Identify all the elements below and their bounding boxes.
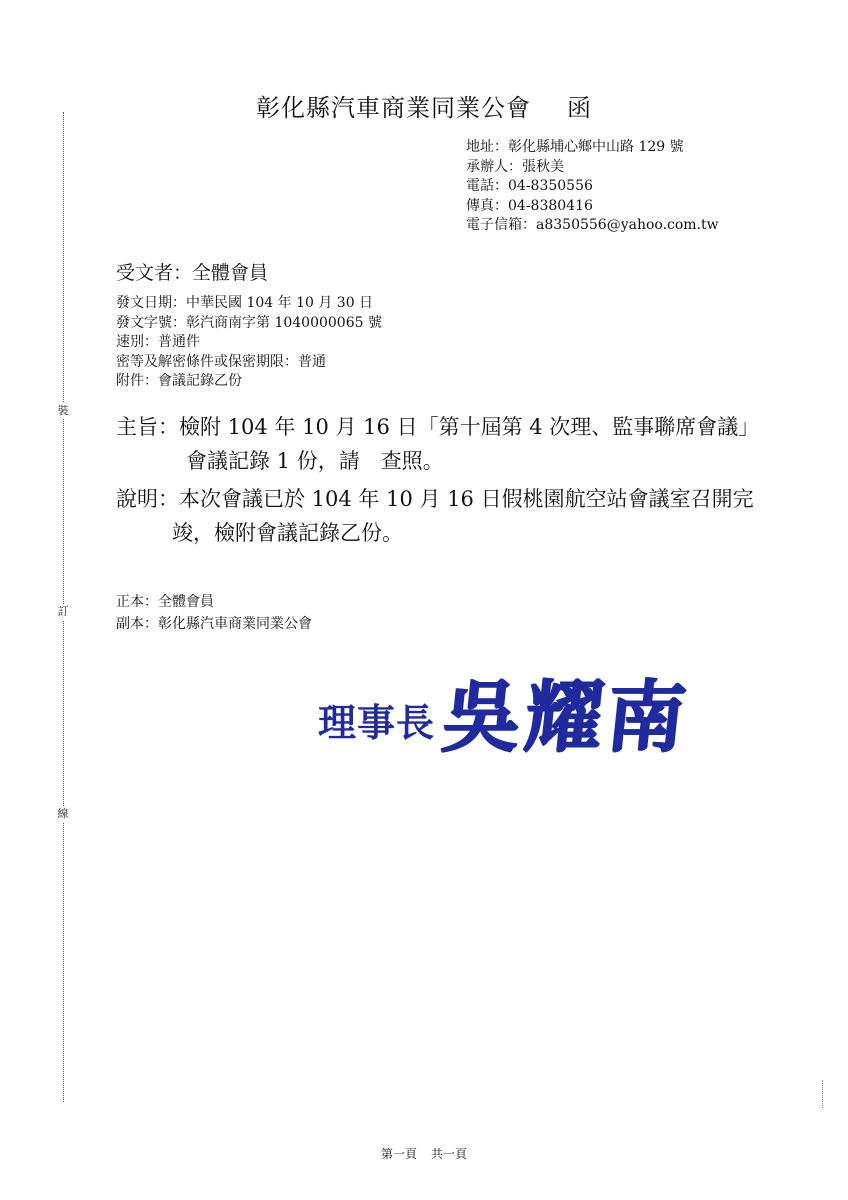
subject-line-2: 會議記錄 1 份，請 查照。 <box>186 449 444 473</box>
binding-mark-bottom: 線 <box>55 806 71 822</box>
signature-role: 理事長 <box>318 701 436 745</box>
issue-date: 發文日期：中華民國 104 年 10 月 30 日 <box>116 295 374 311</box>
scan-edge-rule <box>822 1080 823 1108</box>
attachment: 附件：會議記錄乙份 <box>116 373 242 390</box>
signature-name: 吳耀南 <box>438 672 694 763</box>
document-type: 函 <box>567 94 592 122</box>
subject-line-1: 主旨：檢附 104 年 10 月 16 日「第十屆第 4 次理、監事聯席會議」 <box>116 415 760 439</box>
page-footer <box>0 1145 848 1162</box>
contact-email: 電子信箱：a8350556@yahoo.com.tw <box>466 217 719 233</box>
classification: 密等及解密條件或保密期限：普通 <box>116 353 326 370</box>
contact-block <box>466 138 719 236</box>
contact-phone: 電話：04-8350556 <box>466 178 593 194</box>
recipient: 受文者：全體會員 <box>116 262 269 284</box>
explanation-line-2: 竣，檢附會議記錄乙份。 <box>172 521 403 545</box>
issuance-info <box>116 294 382 392</box>
contact-address: 地址：彰化縣埔心鄉中山路 129 號 <box>466 139 684 155</box>
distribution-list <box>116 591 312 635</box>
contact-fax: 傳真：04-8380416 <box>466 197 593 214</box>
organization-title: 彰化縣汽車商業同業公會 <box>256 94 531 122</box>
document-header <box>0 88 848 123</box>
contact-handler: 承辦人：張秋美 <box>466 158 564 175</box>
original-recipient: 正本：全體會員 <box>116 594 214 610</box>
reference-number: 發文字號：彰汽商南字第 1040000065 號 <box>116 314 382 331</box>
subject-section <box>116 410 759 478</box>
binding-mark-top: 裝 <box>55 403 71 419</box>
explanation-line-1: 說明：本次會議已於 104 年 10 月 16 日假桃園航空站會議室召開完 <box>116 487 754 511</box>
delivery-speed: 速別：普通件 <box>116 334 200 351</box>
chairman-signature-stamp <box>318 668 694 764</box>
page-number: 第一頁 <box>380 1147 417 1161</box>
binding-mark-middle: 訂 <box>55 604 71 620</box>
copy-recipient: 副本：彰化縣汽車商業同業公會 <box>116 616 312 632</box>
explanation-section <box>116 482 754 550</box>
page-total: 共一頁 <box>431 1147 468 1161</box>
